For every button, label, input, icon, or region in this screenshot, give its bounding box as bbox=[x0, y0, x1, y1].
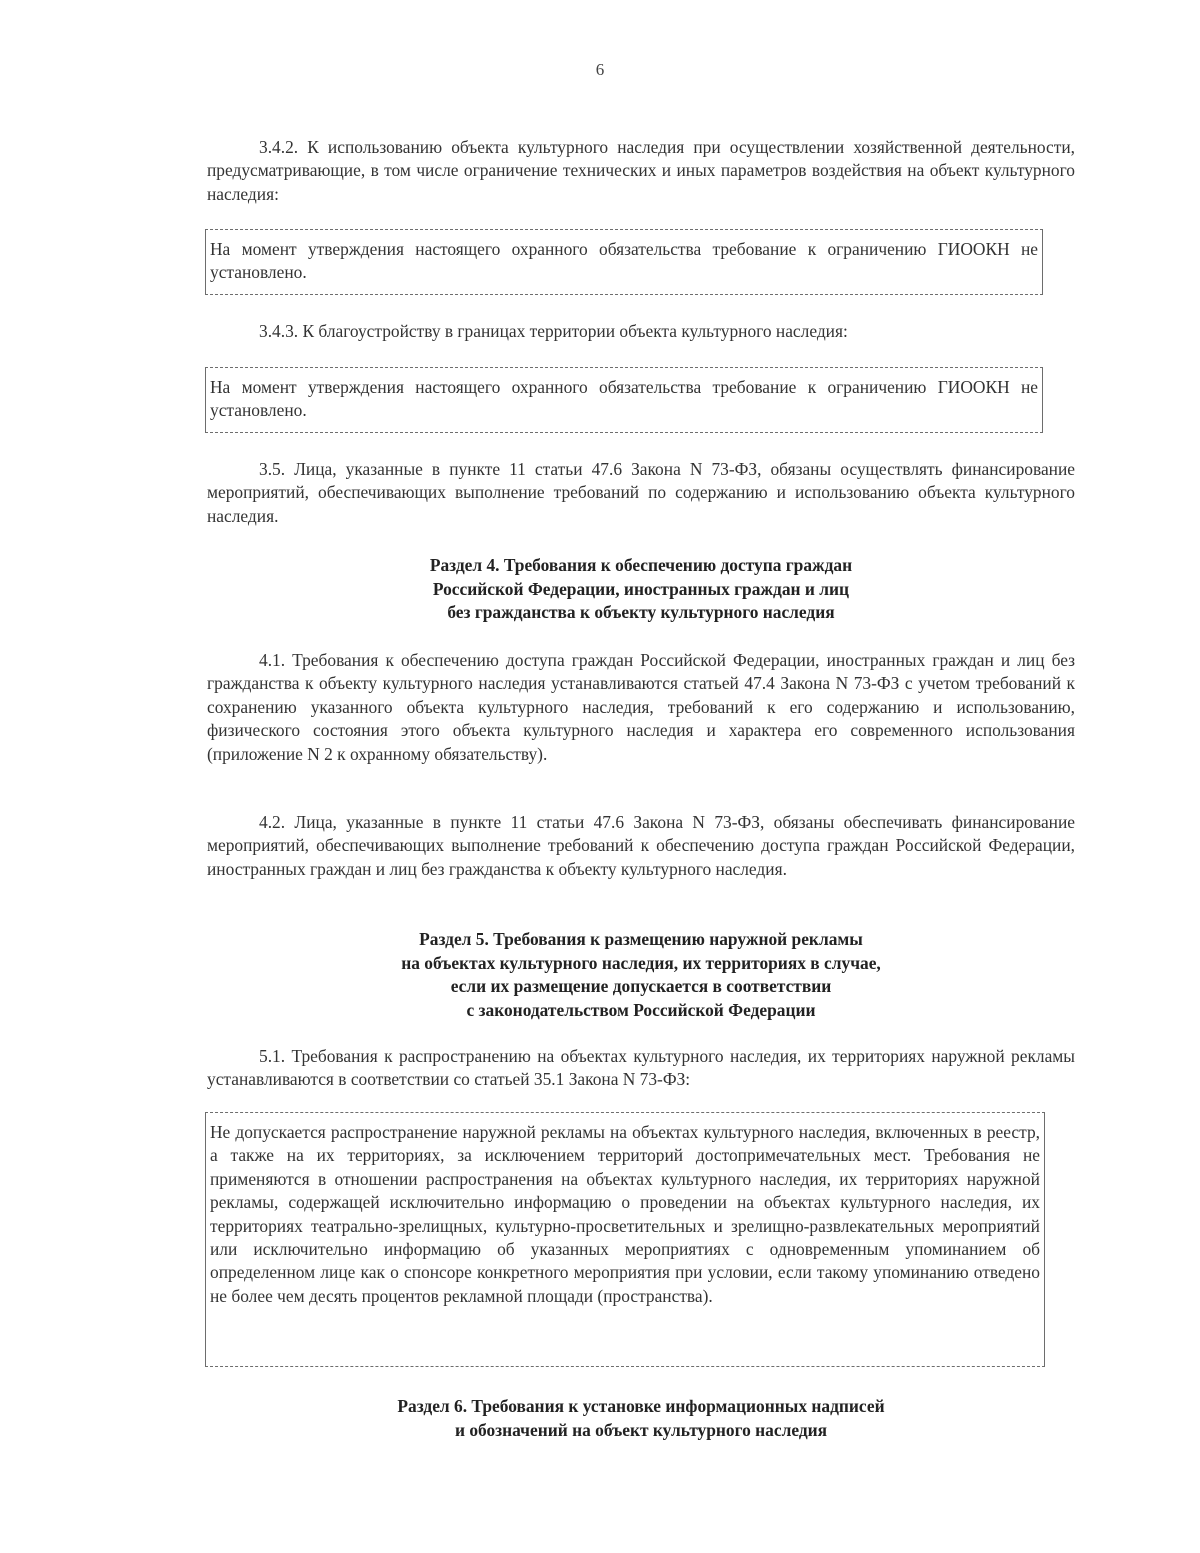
section-5-heading bbox=[207, 928, 1075, 1022]
section-5-line-3: если их размещение допускается в соответствии bbox=[450, 976, 832, 997]
paragraph-5-1: 5.1. Требования к распространению на объектах культурного наследия, их территориях наружной рекламы устанавливаются в соответствии со статьей 35.1 Закона N 73-ФЗ: bbox=[207, 1046, 1075, 1090]
box-3-4-3-text: На момент утверждения настоящего охранного обязательства требование к ограничению ГИООКН не установлено. bbox=[210, 377, 1038, 421]
box-3-4-2 bbox=[205, 229, 1043, 295]
section-4-line-2: Российской Федерации, иностранных граждан и лиц bbox=[432, 578, 850, 599]
section-4-line-3: без гражданства к объекту культурного наследия bbox=[447, 602, 835, 623]
section-6-heading bbox=[207, 1395, 1075, 1442]
page-number: 6 bbox=[595, 60, 605, 79]
section-5-line-4: с законодательством Российской Федерации bbox=[466, 999, 816, 1020]
paragraph-4-2: 4.2. Лица, указанные в пункте 11 статьи 47.6 Закона N 73-ФЗ, обязаны обеспечивать финансирование мероприятий, обеспечивающих выполнение требований к обеспечению доступа граждан Российской Федерации, иностранных граждан и лиц без гражданства к объекту культурного наследия. bbox=[207, 812, 1075, 879]
paragraph-4-1: 4.1. Требования к обеспечению доступа граждан Российской Федерации, иностранных граждан и лиц без гражданства к объекту культурного наследия устанавливаются статьей 47.4 Закона N 73-ФЗ с учетом требований к сохранению указанного объекта культурного наследия, требований к его содержанию и использованию, физического состояния этого объекта культурного наследия и характера его современного использования (приложение N 2 к охранному обязательству). bbox=[207, 650, 1075, 764]
section-4-line-1: Раздел 4. Требования к обеспечению доступа граждан bbox=[429, 555, 853, 575]
section-5-line-1: Раздел 5. Требования к размещению наружной рекламы bbox=[419, 929, 863, 949]
section-4-heading bbox=[207, 554, 1075, 625]
paragraph-3-4-2: 3.4.2. К использованию объекта культурного наследия при осуществлении хозяйственной деятельности, предусматривающие, в том числе ограничение технических и иных параметров воздействия на объект культурного наследия: bbox=[207, 137, 1075, 204]
paragraph-3-5: 3.5. Лица, указанные в пункте 11 статьи 47.6 Закона N 73-ФЗ, обязаны осуществлять финансирование мероприятий, обеспечивающих выполнение требований по содержанию и использованию объекта культурного наследия. bbox=[207, 459, 1075, 526]
section-5-line-2: на объектах культурного наследия, их территориях в случае, bbox=[401, 952, 881, 973]
box-3-4-3 bbox=[205, 367, 1043, 433]
section-6-line-2: и обозначений на объект культурного наследия bbox=[454, 1419, 828, 1440]
box-5-1 bbox=[205, 1112, 1045, 1367]
paragraph-3-4-3: 3.4.3. К благоустройству в границах территории объекта культурного наследия: bbox=[259, 321, 848, 341]
box-5-1-text: Не допускается распространение наружной рекламы на объектах культурного наследия, включенных в реестр, а также на их территориях, за исключением территорий достопримечательных мест. Требования не применяются в отношении распространения на объектах культурного наследия, их территориях наружной рекламы, содержащей исключительно информацию о проведении на объектах культурного наследия, их территориях театрально-зрелищных, культурно-просветительных и зрелищно-развлекательных мероприятий или исключительно информацию об указанных мероприятиях с одновременным упоминанием об определенном лице как о спонсоре конкретного мероприятия при условии, если такому упоминанию отведено не более чем десять процентов рекламной площади (пространства). bbox=[210, 1122, 1040, 1306]
section-6-line-1: Раздел 6. Требования к установке информационных надписей bbox=[397, 1396, 885, 1416]
box-3-4-2-text: На момент утверждения настоящего охранного обязательства требование к ограничению ГИООКН не установлено. bbox=[210, 239, 1038, 283]
